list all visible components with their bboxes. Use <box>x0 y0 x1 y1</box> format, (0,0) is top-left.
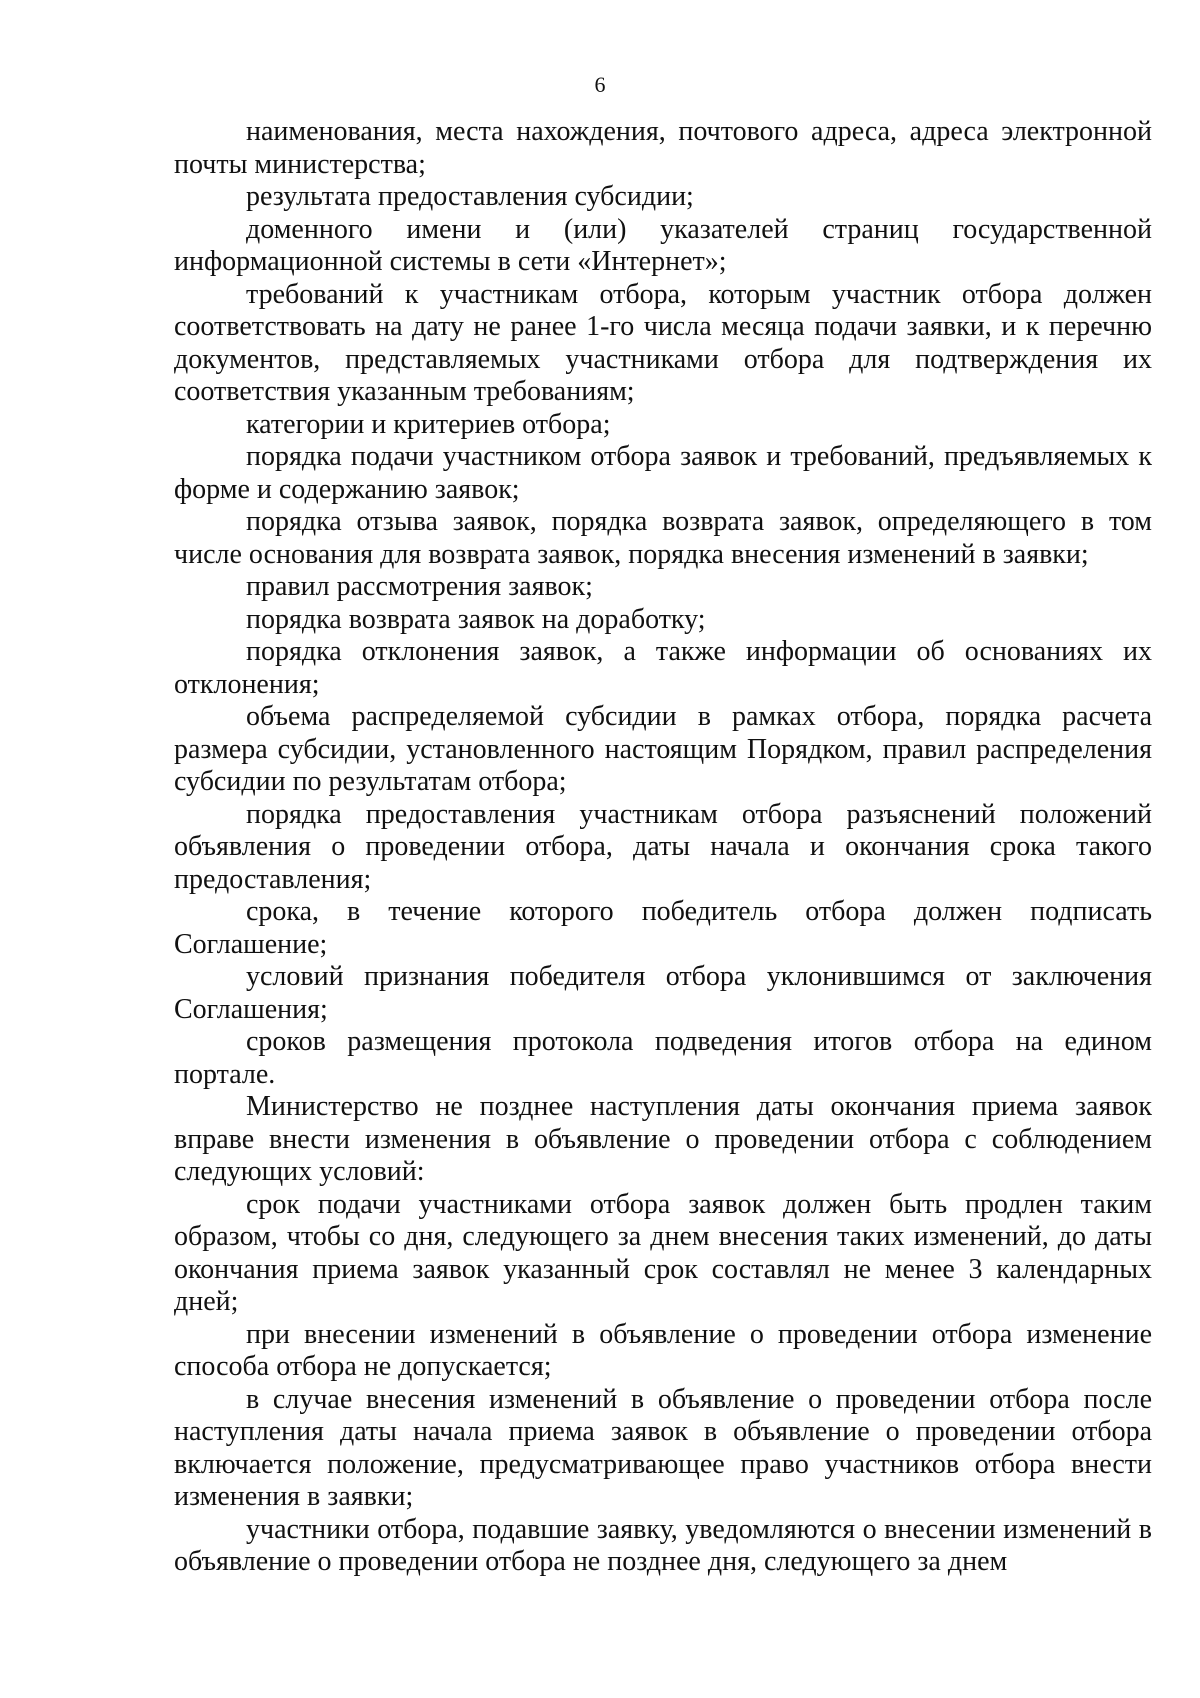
paragraph: при внесении изменений в объявление о проведении отбора изменение способа отбора не допускается; <box>174 1318 1152 1382</box>
paragraph: порядка возврата заявок на доработку; <box>246 603 706 635</box>
paragraph: срока, в течение которого победитель отбора должен подписать Соглашение; <box>174 896 1152 960</box>
paragraph: правил рассмотрения заявок; <box>246 571 593 602</box>
paragraph: категории и критериев отбора; <box>246 408 611 440</box>
paragraph: порядка подачи участником отбора заявок и требований, предъявляемых к форме и содержанию заявок; <box>174 441 1152 505</box>
body-text <box>174 116 1152 1579</box>
paragraph: порядка предоставления участникам отбора разъяснений положений объявления о проведении отбора, даты начала и окончания срока такого предоставления; <box>174 798 1152 895</box>
paragraph: порядка отзыва заявок, порядка возврата заявок, определяющего в том числе основания для возврата заявок, порядка внесения изменений в заявки; <box>174 506 1152 570</box>
paragraph: требований к участникам отбора, которым участник отбора должен соответствовать на дату не ранее 1-го числа месяца подачи заявки, и к перечню документов, представляемых участниками отбора для подтверждения их соответствия указанным требованиям; <box>174 278 1152 407</box>
paragraph: Министерство не позднее наступления даты окончания приема заявок вправе внести изменения в объявление о проведении отбора с соблюдением следующих условий: <box>174 1091 1152 1187</box>
paragraph: наименования, места нахождения, почтового адреса, адреса электронной почты министерства; <box>174 116 1152 180</box>
paragraph: в случае внесения изменений в объявление о проведении отбора после наступления даты начала приема заявок в объявление о проведении отбора включается положение, предусматривающее право участников отбора внести изменения в заявки; <box>174 1383 1152 1512</box>
paragraph: доменного имени и (или) указателей страниц государственной информационной системы в сети «Интернет»; <box>174 213 1152 277</box>
paragraph: порядка отклонения заявок, а также информации об основаниях их отклонения; <box>174 636 1152 700</box>
page-number: 6 <box>594 72 606 97</box>
paragraph: объема распределяемой субсидии в рамках отбора, порядка расчета размера субсидии, установленного настоящим Порядком, правил распределения субсидии по результатам отбора; <box>174 701 1152 797</box>
paragraph: срок подачи участниками отбора заявок должен быть продлен таким образом, чтобы со дня, следующего за днем внесения таких изменений, до даты окончания приема заявок указанный срок составлял не менее 3 календарных дней; <box>174 1188 1152 1317</box>
paragraph: условий признания победителя отбора уклонившимся от заключения Соглашения; <box>174 961 1152 1025</box>
paragraph: участники отбора, подавшие заявку, уведомляются о внесении изменений в объявление о проведении отбора не позднее дня, следующего за днем <box>174 1513 1152 1577</box>
paragraph: сроков размещения протокола подведения итогов отбора на едином портале. <box>174 1026 1152 1090</box>
paragraph: результата предоставления субсидии; <box>246 181 694 212</box>
